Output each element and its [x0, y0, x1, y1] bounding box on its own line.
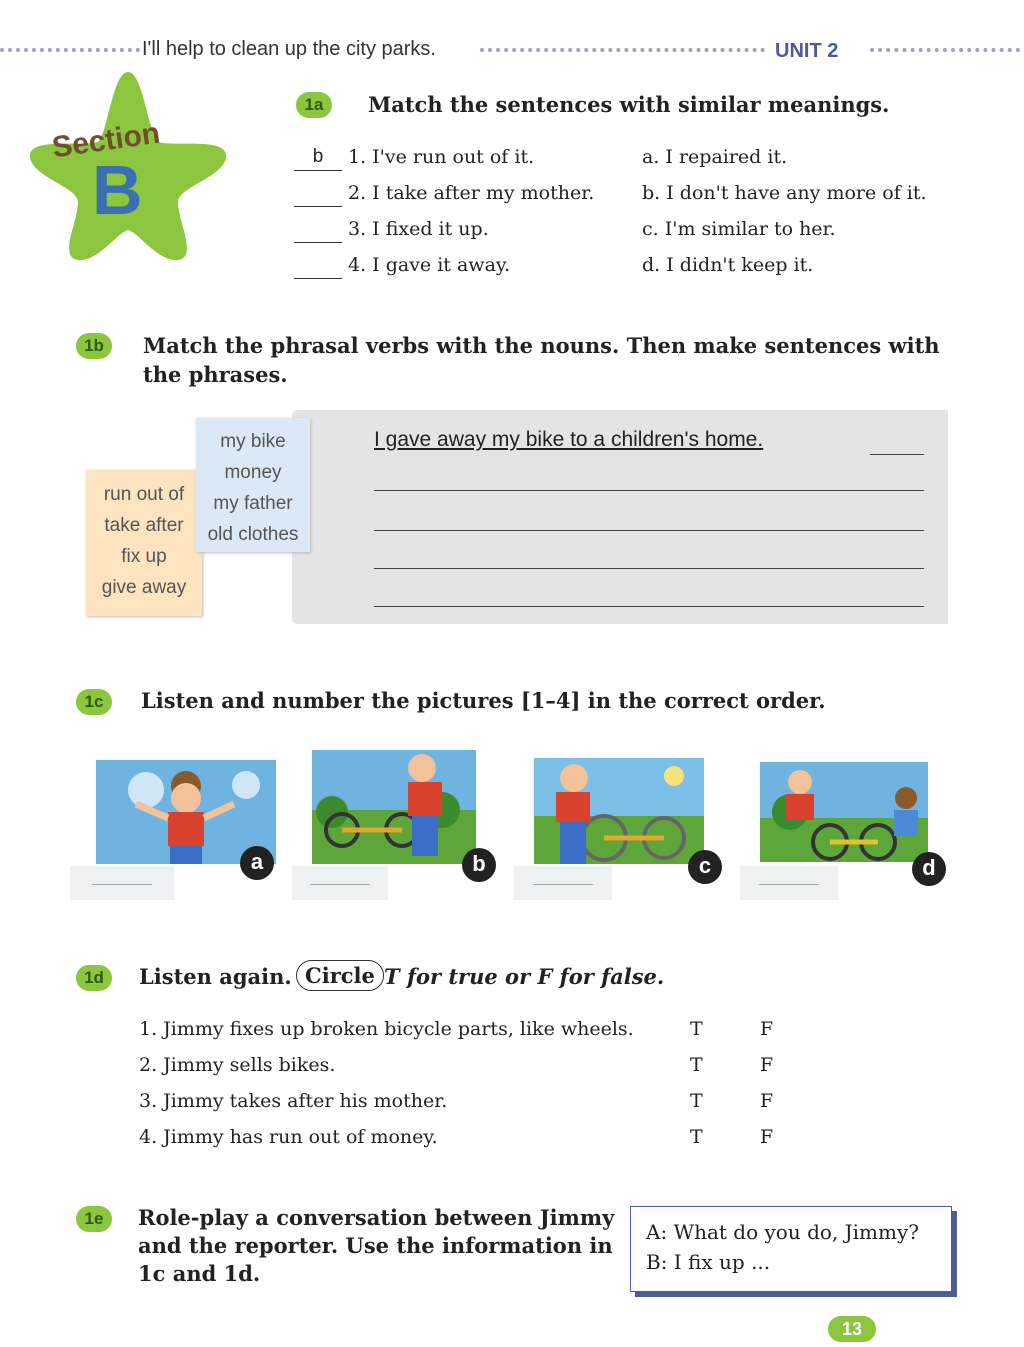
noun-my-father: my father: [213, 493, 293, 514]
picture-label-d: d: [912, 852, 946, 886]
section-letter: B: [92, 151, 143, 229]
answer-blank-3[interactable]: [294, 218, 342, 243]
section-word: Section: [50, 116, 163, 165]
dialog-line-b: B: I fix up ...: [646, 1250, 771, 1274]
true-option-3[interactable]: T: [690, 1090, 703, 1112]
instruction-1d-circle: Circle: [296, 960, 384, 991]
match-right-b: b. I don't have any more of it.: [642, 182, 927, 204]
header-dots-left: [0, 48, 140, 52]
picture-b-blank[interactable]: [292, 866, 388, 900]
answer-blank-4[interactable]: [294, 254, 342, 279]
answer-blank-2[interactable]: [294, 182, 342, 207]
answer-line-3[interactable]: [374, 568, 924, 569]
statement-1: 1. Jimmy fixes up broken bicycle parts, like wheels.: [139, 1018, 634, 1040]
answer-blank-1[interactable]: b: [294, 146, 342, 171]
false-option-4[interactable]: F: [760, 1126, 774, 1148]
picture-a-blank[interactable]: [70, 866, 174, 900]
dialog-box: [630, 1206, 952, 1292]
noun-money: money: [224, 462, 282, 483]
match-right-c: c. I'm similar to her.: [642, 218, 836, 240]
dialog-line-a: A: What do you do, Jimmy?: [646, 1220, 919, 1244]
instruction-1b: Match the phrasal verbs with the nouns. Then make sentences with the phrases.: [143, 333, 940, 387]
instruction-1e: Role-play a conversation between Jimmy and the reporter. Use the information in 1c and 1d.: [138, 1205, 615, 1286]
badge-1c: 1c: [76, 689, 112, 715]
page-number: 13: [828, 1316, 876, 1342]
instruction-1d-pre: Listen again.: [139, 964, 292, 989]
badge-1b: 1b: [76, 333, 112, 359]
verb-take-after: take after: [104, 515, 184, 536]
answer-line-2[interactable]: [374, 530, 924, 531]
answer-line-0: [870, 454, 924, 455]
answer-line-4[interactable]: [374, 606, 924, 607]
match-left-3: 3. I fixed it up.: [348, 218, 489, 240]
answer-line-1[interactable]: [374, 490, 924, 491]
unit-label: UNIT 2: [775, 40, 839, 62]
true-option-4[interactable]: T: [690, 1126, 703, 1148]
true-option-2[interactable]: T: [690, 1054, 703, 1076]
match-left-4: 4. I gave it away.: [348, 254, 511, 276]
verb-run-out-of: run out of: [103, 484, 185, 505]
example-sentence: I gave away my bike to a children's home.: [374, 428, 764, 451]
noun-old-clothes: old clothes: [207, 524, 299, 545]
false-option-2[interactable]: F: [760, 1054, 774, 1076]
header-title: I'll help to clean up the city parks.: [142, 38, 436, 60]
verb-give-away: give away: [101, 577, 187, 598]
match-right-a: a. I repaired it.: [642, 146, 788, 168]
picture-label-b: b: [462, 848, 496, 882]
true-option-1[interactable]: T: [690, 1018, 703, 1040]
badge-1e: 1e: [76, 1206, 112, 1232]
match-right-d: d. I didn't keep it.: [642, 254, 814, 276]
badge-1a: 1a: [296, 92, 332, 118]
match-left-1: 1. I've run out of it.: [348, 146, 535, 168]
picture-b: [312, 750, 476, 864]
header-dots-mid: [480, 48, 765, 52]
instruction-1d-post: T for true or F for false.: [384, 964, 665, 989]
picture-c: [534, 758, 704, 864]
verb-fix-up: fix up: [121, 546, 167, 567]
statement-2: 2. Jimmy sells bikes.: [139, 1054, 336, 1076]
instruction-1a: Match the sentences with similar meanings.: [368, 92, 890, 117]
false-option-1[interactable]: F: [760, 1018, 774, 1040]
header-dots-right: [870, 48, 1020, 52]
badge-1d: 1d: [76, 965, 112, 991]
statement-4: 4. Jimmy has run out of money.: [139, 1126, 438, 1148]
false-option-3[interactable]: F: [760, 1090, 774, 1112]
picture-label-a: a: [240, 846, 274, 880]
match-left-2: 2. I take after my mother.: [348, 182, 595, 204]
noun-my-bike: my bike: [220, 431, 286, 452]
picture-d: [760, 762, 928, 862]
picture-label-c: c: [688, 850, 722, 884]
picture-c-blank[interactable]: [514, 866, 612, 900]
picture-d-blank[interactable]: [740, 866, 838, 900]
statement-3: 3. Jimmy takes after his mother.: [139, 1090, 448, 1112]
instruction-1c: Listen and number the pictures [1–4] in the correct order.: [141, 688, 826, 713]
